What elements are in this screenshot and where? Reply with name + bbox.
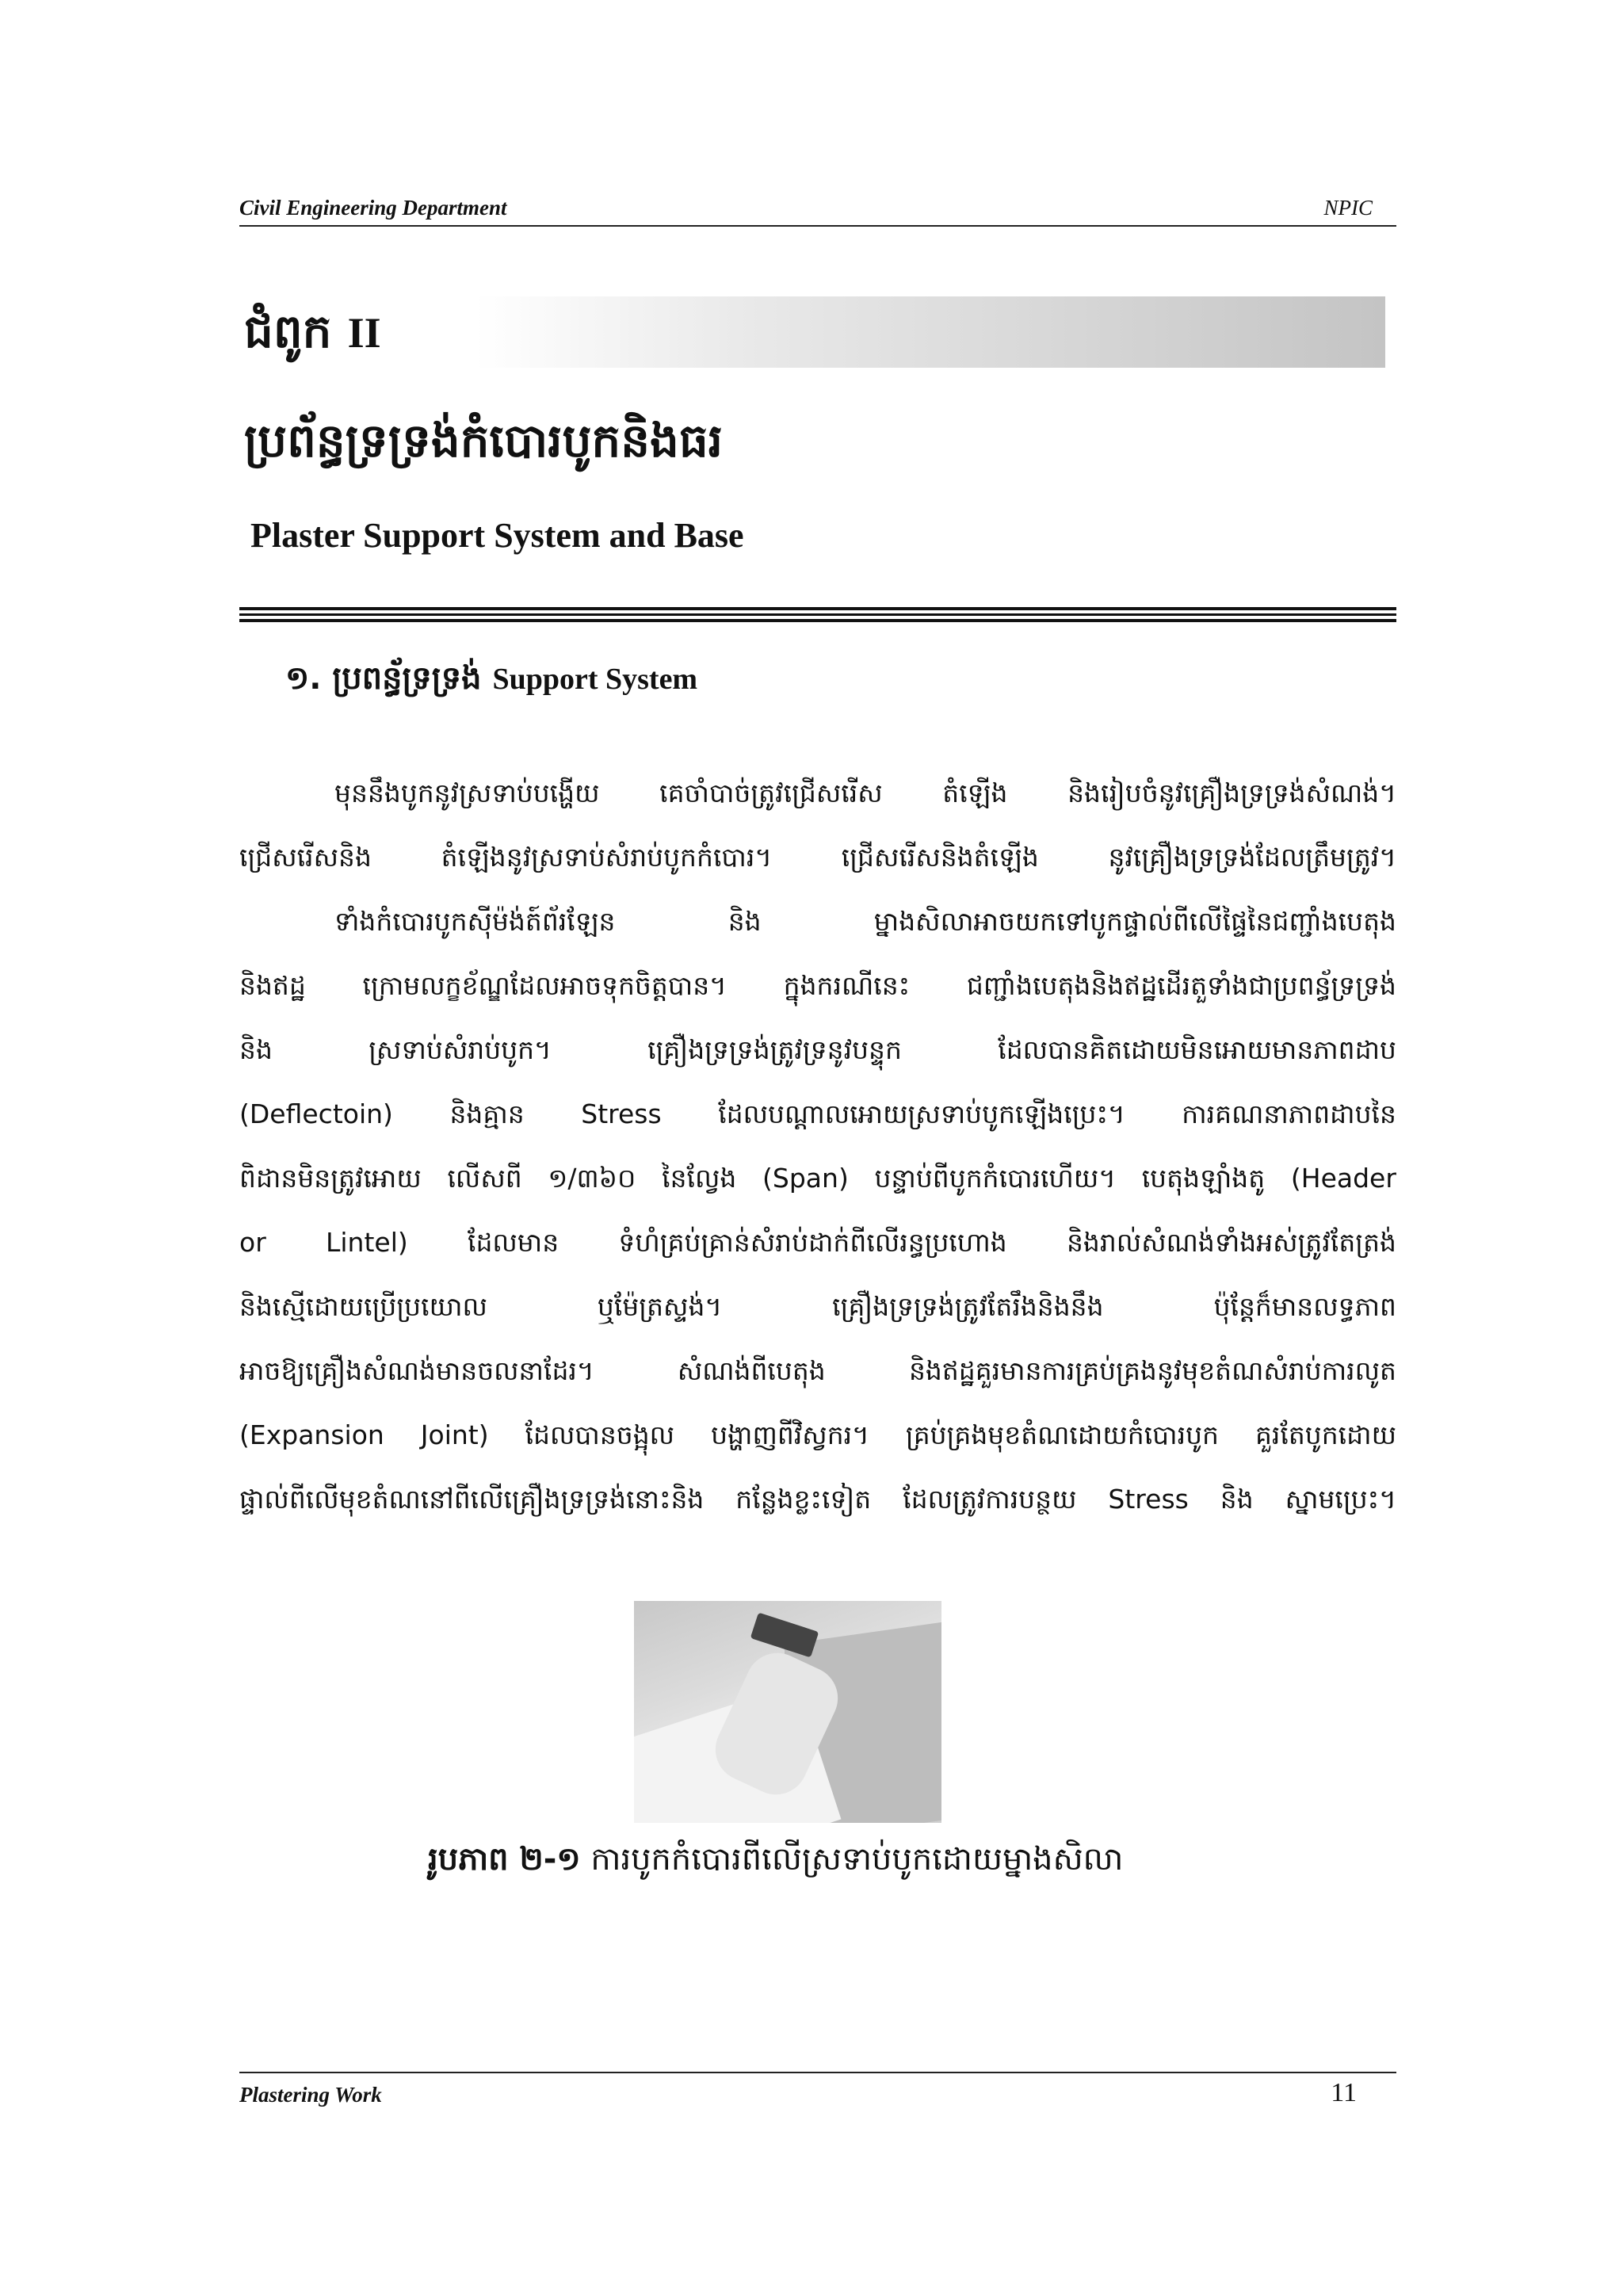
body-word: ជញ្ជាំងបេតុងនិងឥដ្ឋដើរតួទាំងជាប្រពន្ធ័ទ្រទ្រង់: [966, 970, 1396, 1001]
body-word: ដែលបានចង្អុល: [525, 1419, 675, 1450]
chapter-title-english: Plaster Support System and Base: [250, 516, 744, 555]
body-word: ស្នាមប្រេះ។: [1285, 1484, 1396, 1515]
body-word: លើសពី: [447, 1163, 522, 1194]
body-line: [239, 1403, 1396, 1467]
chapter-label: ជំពូក: [244, 304, 332, 358]
title-rule-1: [239, 607, 1396, 610]
body-line: [239, 825, 1396, 889]
body-word: ១/៣៦០: [548, 1163, 636, 1194]
footer-title: Plastering Work: [239, 2083, 382, 2107]
body-word: គ្រប់គ្រងមុខតំណដោយកំបោរបូក: [905, 1419, 1219, 1450]
body-word: ប៉ុន្តែក៏មានលទ្ធភាព: [1213, 1291, 1396, 1322]
body-word: ឬម៉ែត្រស្ទង់។: [597, 1291, 723, 1322]
body-line: [239, 1339, 1396, 1403]
body-word: ដែលបណ្តាលអោយស្រទាប់បូកឡើងប្រេះ។: [718, 1098, 1125, 1129]
body-word: នូវគ្រឿងទ្រទ្រង់ដែលត្រឹមត្រូវ។: [1108, 842, 1396, 873]
figure-caption: [428, 1839, 1123, 1885]
figure-caption-text: ការបូកកំបោរពីលើស្រទាប់បូកដោយម្នាងសិលា: [590, 1841, 1124, 1878]
body-word: បេតុងឡាំងតូ: [1141, 1163, 1266, 1194]
chapter-number: II: [347, 309, 381, 357]
body-word: និងរៀបចំនូវគ្រឿងទ្រទ្រង់សំណង់។: [1067, 777, 1396, 808]
body-word: គ្រឿងទ្រទ្រង់ត្រូវតែរឹងនិងនឹង: [832, 1291, 1104, 1322]
body-line: [239, 1274, 1396, 1339]
body-word: Lintel): [325, 1227, 408, 1258]
body-line: [239, 1210, 1396, 1274]
body-word: ស្រទាប់សំរាប់បូក។: [369, 1034, 552, 1065]
body-word: គ្រឿងទ្រទ្រង់ត្រូវទ្រនូវបន្ទុក: [647, 1034, 902, 1065]
body-word: ការគណនាភាពដាបនៃ: [1182, 1098, 1396, 1129]
body-text: [239, 761, 1396, 1531]
body-word: (Header: [1290, 1163, 1396, 1194]
body-word: បង្ហាញពីវិស្វករ។: [711, 1419, 869, 1450]
body-word: ក្នុងករណីនេះ: [783, 970, 911, 1001]
header-institution: NPIC: [1323, 196, 1373, 220]
section-title-english: Support System: [492, 663, 698, 696]
body-word: Stress: [581, 1098, 662, 1129]
body-word: Stress: [1108, 1484, 1189, 1515]
body-word: បន្ទាប់ពីបូកកំបោរហើយ។: [874, 1163, 1117, 1194]
footer-rule: [239, 2072, 1396, 2073]
body-line: [239, 761, 1396, 825]
body-line: [239, 1018, 1396, 1082]
body-word: និង: [727, 906, 762, 937]
body-word: ទំហំគ្រប់គ្រាន់សំរាប់ដាក់ពីលើរន្ធប្រហោង: [618, 1227, 1007, 1258]
body-word: ដែលត្រូវការបន្ថយ: [903, 1484, 1077, 1515]
body-word: (Expansion: [239, 1419, 384, 1450]
chapter-title-khmer: ប្រព័ន្ធទ្រទ្រង់កំបោរបូកនិងធរ: [244, 414, 724, 468]
body-word: ទាំងកំបោរបូកស៊ីម៉ង់ត៍ព័រឡែន: [334, 906, 616, 937]
body-word: និងរាល់សំណង់ទាំងអស់ត្រូវតែត្រង់: [1066, 1227, 1396, 1258]
body-word: នៃល្វែង: [662, 1163, 737, 1194]
page-header: [239, 193, 1396, 225]
body-word: និងគ្មាន: [449, 1098, 525, 1129]
body-word: ពិដានមិនត្រូវអោយ: [239, 1163, 422, 1194]
body-word: តំឡើង: [942, 777, 1008, 808]
body-word: ជ្រើសរើសនិងតំឡើង: [841, 842, 1039, 873]
body-word: តំឡើងនូវស្រទាប់សំរាប់បូកកំបោរ។: [441, 842, 773, 873]
body-word: ក្រោមលក្ខខ័ណ្ឌដែលអាចទុកចិត្តបាន។: [362, 970, 727, 1001]
body-word: គួរតែបូកដោយ: [1254, 1419, 1396, 1450]
page-number: 11: [1331, 2078, 1357, 2107]
chapter-gradient-bar: [475, 296, 1385, 368]
body-word: និងឥដ្ឋគួរមានការគ្រប់គ្រងនូវមុខតំណសំរាប់ការលូត: [908, 1355, 1396, 1386]
body-word: Joint): [420, 1419, 489, 1450]
body-line: [239, 1467, 1396, 1531]
body-word: និង: [239, 1034, 273, 1065]
body-word: គេចាំបាច់ត្រូវជ្រើសរើស: [659, 777, 883, 808]
body-word: សំណង់ពីបេតុង: [677, 1355, 826, 1386]
header-rule: [239, 225, 1396, 227]
body-line: [239, 1146, 1396, 1210]
section-number: ១.: [285, 660, 322, 697]
body-word: និងស្មើដោយប្រើប្រយោល: [239, 1291, 487, 1322]
chapter-heading: [244, 303, 381, 370]
title-rule-3: [239, 619, 1396, 622]
body-word: or: [239, 1227, 266, 1258]
body-word: (Deflectoin): [239, 1098, 393, 1129]
body-word: ដែលមាន: [467, 1227, 559, 1258]
section-heading: [285, 658, 697, 705]
body-word: ដែលបានគិតដោយមិនអោយមានភាពដាប: [998, 1034, 1396, 1065]
body-word: ជ្រើសរើសនិង: [239, 842, 372, 873]
body-word: និង: [1220, 1484, 1254, 1515]
plastering-photo: [634, 1601, 941, 1823]
body-word: អាចឱ្យគ្រឿងសំណង់មានចលនាដែរ។: [239, 1355, 594, 1386]
body-word: (Span): [762, 1163, 849, 1194]
body-line: [239, 1082, 1396, 1146]
body-word: ម្នាងសិលាអាចយកទៅបូកផ្ទាល់ពីលើផ្ទៃនៃជញ្ជាំងបេតុង: [873, 906, 1396, 937]
body-word: កន្លែងខ្លះទៀត: [735, 1484, 872, 1515]
body-line: [239, 953, 1396, 1018]
figure-caption-label: រូបភាព ២-១: [428, 1841, 581, 1878]
body-word: ផ្ទាល់ពីលើមុខតំណនៅពីលើគ្រឿងទ្រទ្រង់នោះនិង: [239, 1484, 705, 1515]
header-department: Civil Engineering Department: [239, 196, 507, 220]
title-rule-2: [239, 613, 1396, 616]
body-word: និងឥដ្ឋ: [239, 970, 306, 1001]
section-title-khmer: ប្រពន្ធ័ទ្រទ្រង់: [332, 660, 482, 697]
body-line: [239, 889, 1396, 953]
body-word: មុននឹងបូកនូវស្រទាប់បង្ហើយ: [334, 777, 600, 808]
